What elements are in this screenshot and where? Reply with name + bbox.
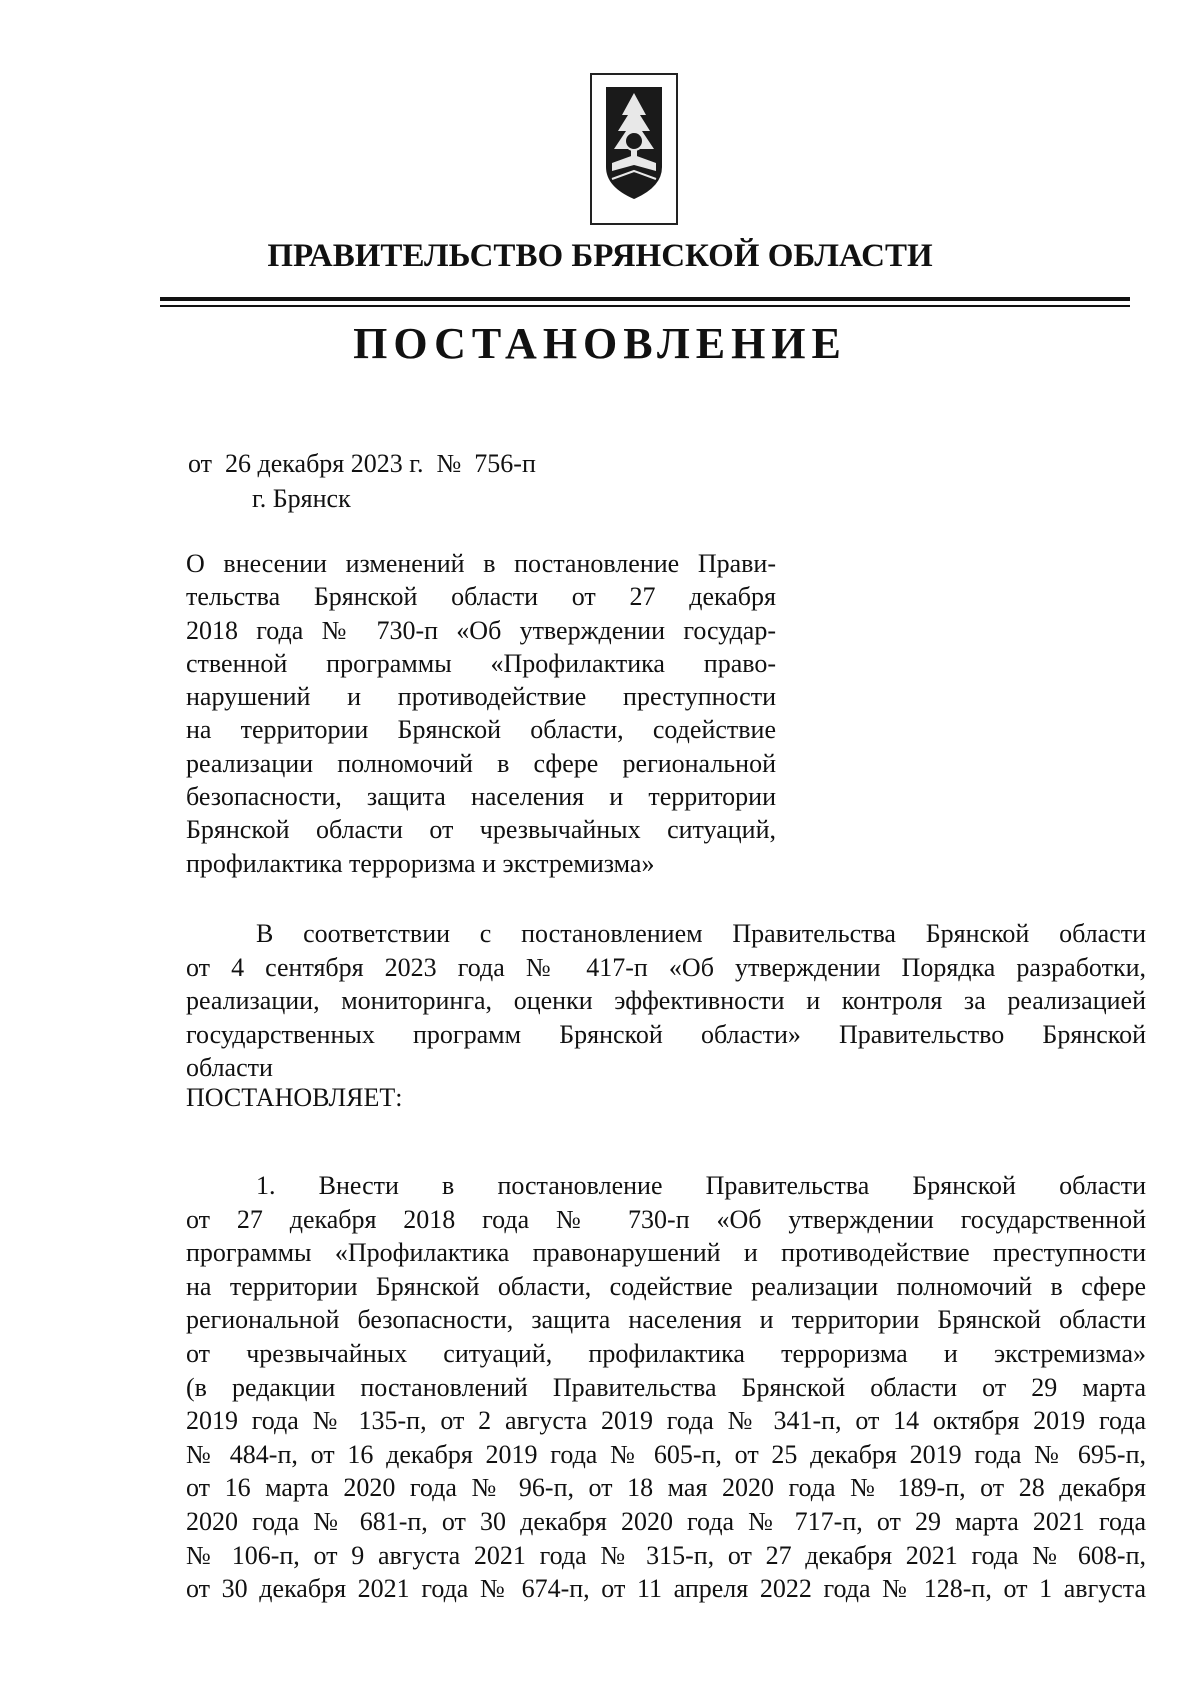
item-1-line: 2019 года № 135-п, от 2 августа 2019 года № 341-п, от 14 октября 2019 года — [186, 1406, 1146, 1436]
document-type-title: ПОСТАНОВЛЕНИЕ — [353, 319, 847, 368]
item-1-line: программы «Профилактика правонарушений и противодействие преступности — [186, 1238, 1146, 1268]
subject-line: нарушений и противодействие преступности — [186, 682, 776, 712]
item-1-line: № 106-п, от 9 августа 2021 года № 315-п, от 27 декабря 2021 года № 608-п, — [186, 1540, 1146, 1570]
preamble-paragraph — [186, 917, 1146, 1085]
document-date-number: от 26 декабря 2023 г. № 756-п — [188, 449, 536, 478]
document-city: г. Брянск — [252, 484, 351, 513]
item-1-line: (в редакции постановлений Правительства Брянской области от 29 марта — [186, 1372, 1146, 1402]
preamble-line: реализации, мониторинга, оценки эффективности и контроля за реализацией — [186, 986, 1146, 1016]
preamble-line: государственных программ Брянской области» Правительство Брянской — [186, 1019, 1146, 1049]
item-1-line: от чрезвычайных ситуаций, профилактика терроризма и экстремизма» — [186, 1338, 1146, 1368]
coat-of-arms-icon — [592, 75, 676, 223]
subject-line: профилактика терроризма и экстремизма» — [186, 848, 655, 878]
item-1-line: 1. Внести в постановление Правительства Брянской области — [256, 1171, 1146, 1200]
item-1-line: № 484-п, от 16 декабря 2019 года № 605-п, от 25 декабря 2019 года № 695-п, — [186, 1439, 1146, 1469]
header-rule-thin — [160, 305, 1130, 307]
preamble-line: области — [186, 1053, 273, 1083]
decree-word: ПОСТАНОВЛЯЕТ: — [186, 1083, 403, 1112]
item-1-line: на территории Брянской области, содействие реализации полномочий в сфере — [186, 1271, 1146, 1301]
item-1-line: региональной безопасности, защита населения и территории Брянской области — [186, 1305, 1146, 1335]
item-1-line: от 27 декабря 2018 года № 730-п «Об утверждении государственной — [186, 1204, 1146, 1234]
government-title: ПРАВИТЕЛЬСТВО БРЯНСКОЙ ОБЛАСТИ — [267, 238, 933, 274]
subject-line: безопасности, защита населения и территории — [186, 782, 776, 812]
subject-line: реализации полномочий в сфере региональной — [186, 748, 776, 778]
document-subject — [186, 547, 776, 880]
subject-line: О внесении изменений в постановление Прави- — [186, 549, 776, 578]
header-rule-thick — [160, 297, 1130, 301]
subject-line: ственной программы «Профилактика право- — [186, 648, 776, 678]
item-1-paragraph — [186, 1169, 1146, 1606]
preamble-line: В соответствии с постановлением Правительства Брянской области — [256, 919, 1146, 948]
item-1-line: 2020 года № 681-п, от 30 декабря 2020 года № 717-п, от 29 марта 2021 года — [186, 1506, 1146, 1536]
subject-line: 2018 года № 730-п «Об утверждении государ- — [186, 615, 776, 645]
item-1-line: от 30 декабря 2021 года № 674-п, от 11 апреля 2022 года № 128-п, от 1 августа — [186, 1574, 1146, 1604]
item-1-line: от 16 марта 2020 года № 96-п, от 18 мая 2020 года № 189-п, от 28 декабря — [186, 1473, 1146, 1503]
subject-line: Брянской области от чрезвычайных ситуаций, — [186, 815, 776, 845]
subject-line: тельства Брянской области от 27 декабря — [186, 582, 776, 612]
preamble-line: от 4 сентября 2023 года № 417-п «Об утверждении Порядка разработки, — [186, 952, 1146, 982]
coat-of-arms-emblem — [590, 73, 678, 225]
subject-line: на территории Брянской области, содействие — [186, 715, 776, 745]
